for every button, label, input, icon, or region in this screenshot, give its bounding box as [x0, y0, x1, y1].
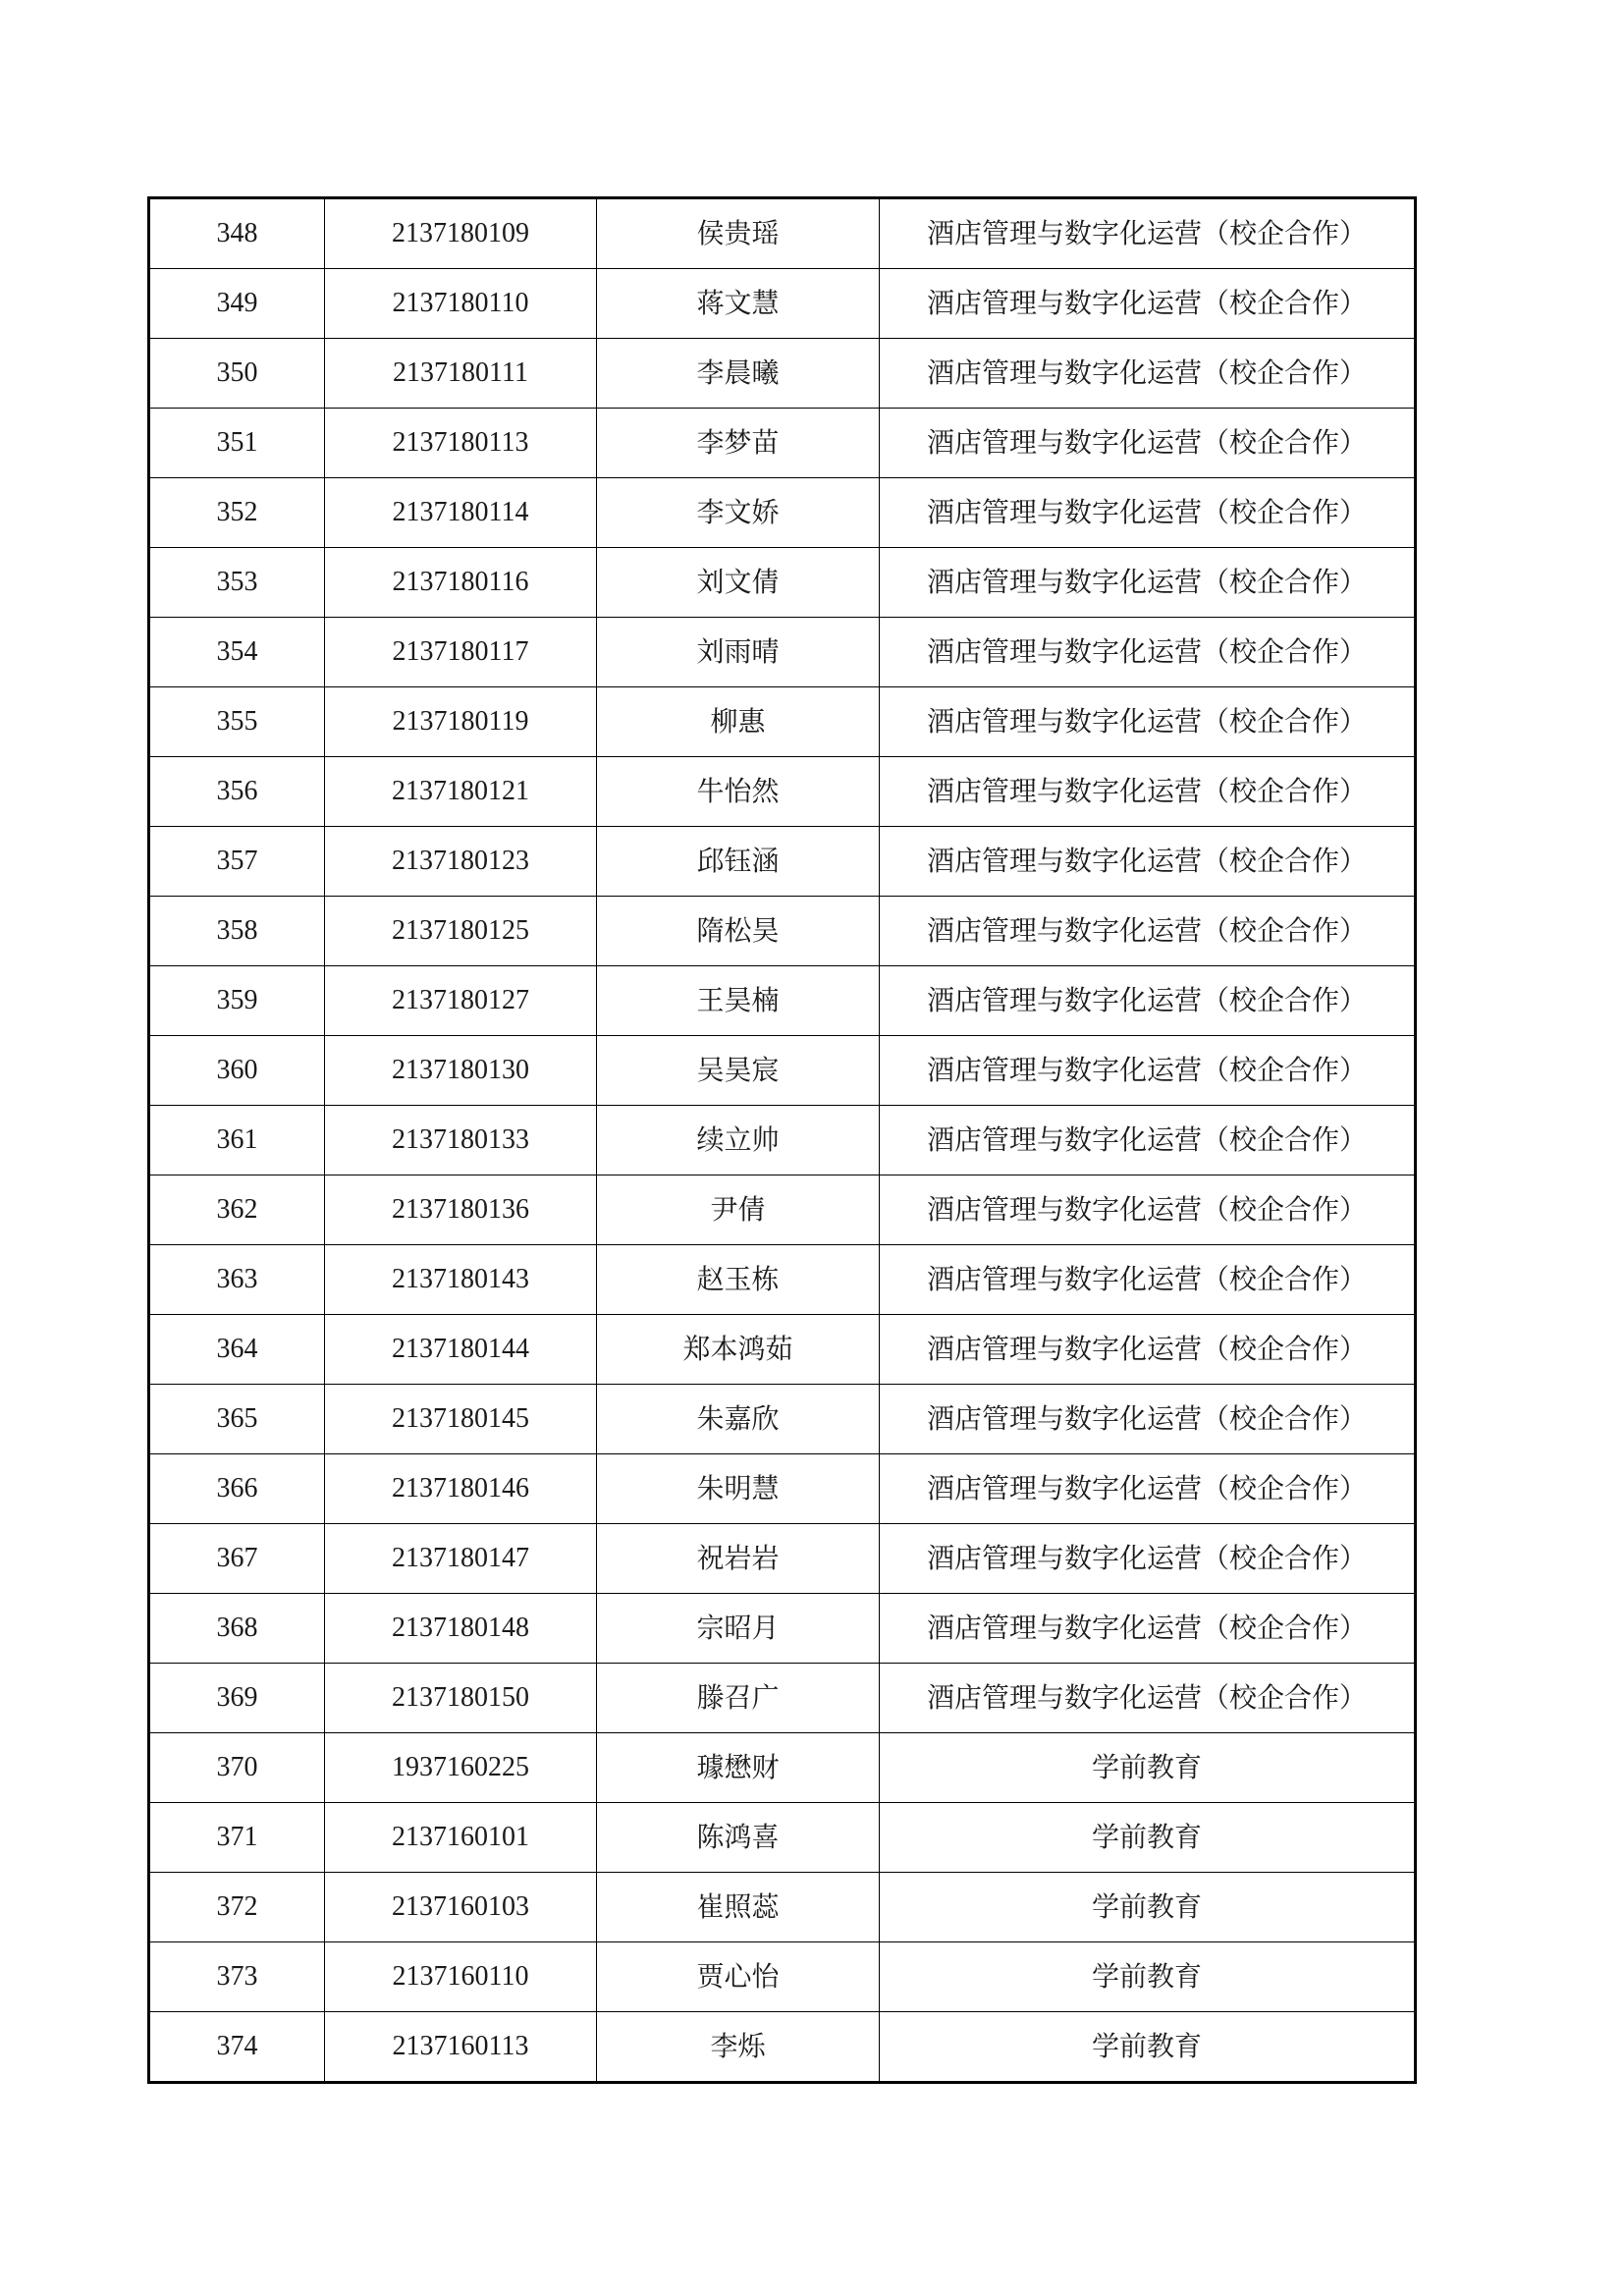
seq-cell: 370: [149, 1733, 325, 1803]
seq-cell: 357: [149, 827, 325, 897]
student-id-cell: 2137160103: [325, 1873, 597, 1942]
major-cell: 酒店管理与数字化运营（校企合作）: [880, 1454, 1416, 1524]
student-name-cell: 陈鸿喜: [597, 1803, 880, 1873]
student-name-cell: 璩懋财: [597, 1733, 880, 1803]
table-row: [149, 1454, 1416, 1524]
table-row: [149, 827, 1416, 897]
document-page: [147, 196, 1414, 2084]
roster-body: [149, 198, 1416, 2083]
student-id-cell: 2137180110: [325, 269, 597, 339]
student-name-cell: 蒋文慧: [597, 269, 880, 339]
student-id-cell: 2137180125: [325, 897, 597, 966]
student-id-cell: 2137180121: [325, 757, 597, 827]
seq-cell: 354: [149, 618, 325, 687]
student-id-cell: 2137180123: [325, 827, 597, 897]
major-cell: 酒店管理与数字化运营（校企合作）: [880, 897, 1416, 966]
table-row: [149, 478, 1416, 548]
student-id-cell: 2137160113: [325, 2012, 597, 2083]
table-row: [149, 269, 1416, 339]
student-id-cell: 2137180111: [325, 339, 597, 409]
student-name-cell: 邱钰涵: [597, 827, 880, 897]
student-name-cell: 尹倩: [597, 1175, 880, 1245]
table-row: [149, 1873, 1416, 1942]
student-id-cell: 2137180150: [325, 1664, 597, 1733]
student-id-cell: 2137180119: [325, 687, 597, 757]
major-cell: 酒店管理与数字化运营（校企合作）: [880, 827, 1416, 897]
table-row: [149, 966, 1416, 1036]
student-name-cell: 续立帅: [597, 1106, 880, 1175]
major-cell: 酒店管理与数字化运营（校企合作）: [880, 548, 1416, 618]
seq-cell: 367: [149, 1524, 325, 1594]
student-name-cell: 宗昭月: [597, 1594, 880, 1664]
student-id-cell: 2137180117: [325, 618, 597, 687]
seq-cell: 353: [149, 548, 325, 618]
student-name-cell: 柳惠: [597, 687, 880, 757]
student-id-cell: 2137180116: [325, 548, 597, 618]
student-name-cell: 郑本鸿茹: [597, 1315, 880, 1385]
seq-cell: 363: [149, 1245, 325, 1315]
table-row: [149, 897, 1416, 966]
student-name-cell: 赵玉栋: [597, 1245, 880, 1315]
major-cell: 酒店管理与数字化运营（校企合作）: [880, 618, 1416, 687]
table-row: [149, 618, 1416, 687]
table-row: [149, 1385, 1416, 1454]
major-cell: 酒店管理与数字化运营（校企合作）: [880, 1245, 1416, 1315]
student-roster-table: [147, 196, 1417, 2084]
major-cell: 酒店管理与数字化运营（校企合作）: [880, 1594, 1416, 1664]
table-row: [149, 1524, 1416, 1594]
student-id-cell: 2137160110: [325, 1942, 597, 2012]
seq-cell: 355: [149, 687, 325, 757]
table-row: [149, 757, 1416, 827]
seq-cell: 372: [149, 1873, 325, 1942]
major-cell: 酒店管理与数字化运营（校企合作）: [880, 1106, 1416, 1175]
student-name-cell: 刘文倩: [597, 548, 880, 618]
student-id-cell: 2137180130: [325, 1036, 597, 1106]
seq-cell: 358: [149, 897, 325, 966]
seq-cell: 373: [149, 1942, 325, 2012]
major-cell: 酒店管理与数字化运营（校企合作）: [880, 269, 1416, 339]
major-cell: 酒店管理与数字化运营（校企合作）: [880, 478, 1416, 548]
table-row: [149, 1315, 1416, 1385]
seq-cell: 356: [149, 757, 325, 827]
major-cell: 酒店管理与数字化运营（校企合作）: [880, 1385, 1416, 1454]
table-row: [149, 2012, 1416, 2083]
student-name-cell: 王昊楠: [597, 966, 880, 1036]
table-row: [149, 1175, 1416, 1245]
seq-cell: 351: [149, 409, 325, 478]
seq-cell: 352: [149, 478, 325, 548]
student-id-cell: 2137180145: [325, 1385, 597, 1454]
seq-cell: 371: [149, 1803, 325, 1873]
major-cell: 学前教育: [880, 1942, 1416, 2012]
table-row: [149, 1036, 1416, 1106]
major-cell: 酒店管理与数字化运营（校企合作）: [880, 966, 1416, 1036]
seq-cell: 359: [149, 966, 325, 1036]
student-id-cell: 2137180133: [325, 1106, 597, 1175]
seq-cell: 366: [149, 1454, 325, 1524]
major-cell: 酒店管理与数字化运营（校企合作）: [880, 339, 1416, 409]
table-row: [149, 1594, 1416, 1664]
major-cell: 酒店管理与数字化运营（校企合作）: [880, 198, 1416, 269]
major-cell: 酒店管理与数字化运营（校企合作）: [880, 1315, 1416, 1385]
student-id-cell: 2137180127: [325, 966, 597, 1036]
major-cell: 学前教育: [880, 2012, 1416, 2083]
student-name-cell: 李晨曦: [597, 339, 880, 409]
table-row: [149, 409, 1416, 478]
major-cell: 酒店管理与数字化运营（校企合作）: [880, 1175, 1416, 1245]
student-name-cell: 李文娇: [597, 478, 880, 548]
seq-cell: 364: [149, 1315, 325, 1385]
table-row: [149, 1106, 1416, 1175]
major-cell: 学前教育: [880, 1733, 1416, 1803]
major-cell: 学前教育: [880, 1873, 1416, 1942]
student-name-cell: 贾心怡: [597, 1942, 880, 2012]
table-row: [149, 1803, 1416, 1873]
major-cell: 酒店管理与数字化运营（校企合作）: [880, 1524, 1416, 1594]
student-id-cell: 2137180148: [325, 1594, 597, 1664]
seq-cell: 374: [149, 2012, 325, 2083]
student-id-cell: 2137160101: [325, 1803, 597, 1873]
table-row: [149, 1664, 1416, 1733]
table-row: [149, 548, 1416, 618]
student-name-cell: 李烁: [597, 2012, 880, 2083]
student-id-cell: 2137180136: [325, 1175, 597, 1245]
major-cell: 酒店管理与数字化运营（校企合作）: [880, 757, 1416, 827]
student-id-cell: 2137180109: [325, 198, 597, 269]
table-row: [149, 339, 1416, 409]
student-name-cell: 侯贵瑶: [597, 198, 880, 269]
table-row: [149, 198, 1416, 269]
table-row: [149, 1942, 1416, 2012]
student-name-cell: 滕召广: [597, 1664, 880, 1733]
seq-cell: 368: [149, 1594, 325, 1664]
student-name-cell: 朱明慧: [597, 1454, 880, 1524]
table-row: [149, 1245, 1416, 1315]
major-cell: 酒店管理与数字化运营（校企合作）: [880, 409, 1416, 478]
major-cell: 学前教育: [880, 1803, 1416, 1873]
student-name-cell: 李梦苗: [597, 409, 880, 478]
student-id-cell: 2137180144: [325, 1315, 597, 1385]
student-name-cell: 吴昊宸: [597, 1036, 880, 1106]
student-name-cell: 隋松昊: [597, 897, 880, 966]
seq-cell: 348: [149, 198, 325, 269]
major-cell: 酒店管理与数字化运营（校企合作）: [880, 1036, 1416, 1106]
student-name-cell: 崔照蕊: [597, 1873, 880, 1942]
seq-cell: 369: [149, 1664, 325, 1733]
seq-cell: 362: [149, 1175, 325, 1245]
seq-cell: 361: [149, 1106, 325, 1175]
student-id-cell: 2137180147: [325, 1524, 597, 1594]
student-name-cell: 刘雨晴: [597, 618, 880, 687]
table-row: [149, 1733, 1416, 1803]
student-id-cell: 1937160225: [325, 1733, 597, 1803]
table-row: [149, 687, 1416, 757]
student-id-cell: 2137180113: [325, 409, 597, 478]
seq-cell: 365: [149, 1385, 325, 1454]
seq-cell: 350: [149, 339, 325, 409]
student-id-cell: 2137180143: [325, 1245, 597, 1315]
major-cell: 酒店管理与数字化运营（校企合作）: [880, 687, 1416, 757]
seq-cell: 360: [149, 1036, 325, 1106]
student-id-cell: 2137180146: [325, 1454, 597, 1524]
seq-cell: 349: [149, 269, 325, 339]
student-name-cell: 祝岩岩: [597, 1524, 880, 1594]
major-cell: 酒店管理与数字化运营（校企合作）: [880, 1664, 1416, 1733]
student-name-cell: 朱嘉欣: [597, 1385, 880, 1454]
student-id-cell: 2137180114: [325, 478, 597, 548]
student-name-cell: 牛怡然: [597, 757, 880, 827]
